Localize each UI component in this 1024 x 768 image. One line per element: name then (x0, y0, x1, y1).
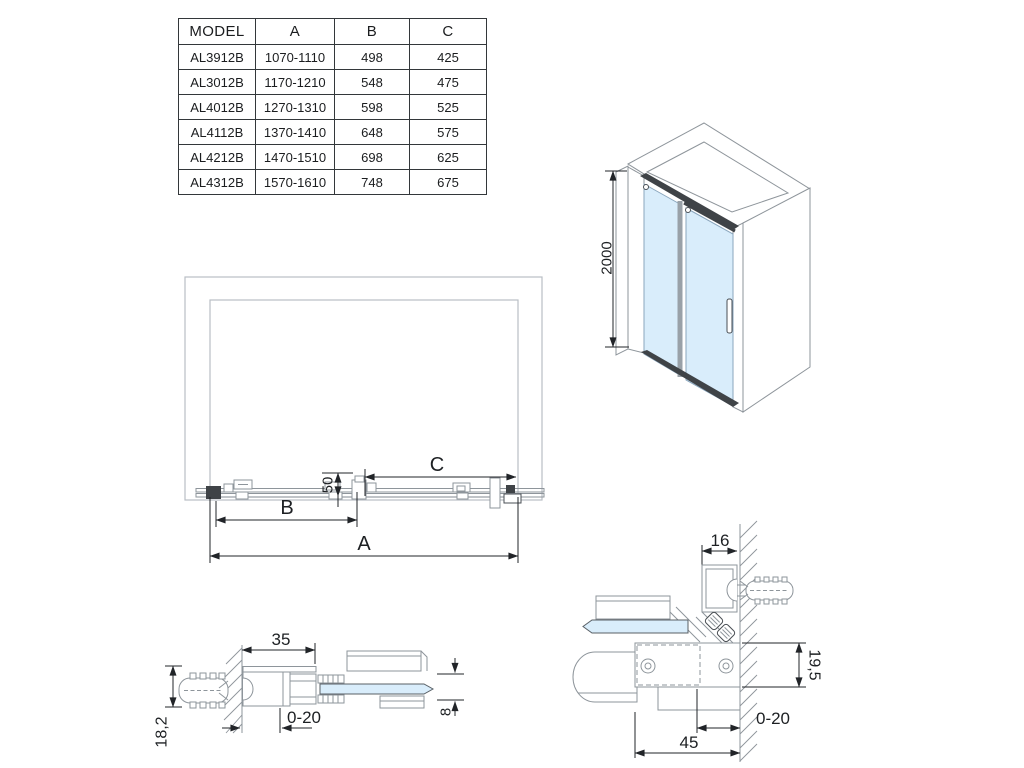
cell-a: 1470-1510 (256, 145, 335, 170)
rib-bottom (318, 695, 344, 703)
sliding-glass-panel (686, 208, 733, 406)
door-handle (727, 299, 732, 333)
dim-label-19-5: 19,5 (805, 649, 823, 681)
end-cap (573, 652, 637, 702)
wall-anchor (179, 673, 228, 708)
dim-label-0-20-left: 0-20 (286, 708, 322, 727)
cell-model: AL3012B (179, 70, 256, 95)
cell-b: 748 (335, 170, 410, 195)
cell-c: 575 (410, 120, 487, 145)
cell-model: AL4212B (179, 145, 256, 170)
glass-section (583, 620, 688, 633)
dim-label-0-20-right: 0-20 (755, 709, 791, 728)
cell-b: 598 (335, 95, 410, 120)
cell-c: 475 (410, 70, 487, 95)
right-side-wall (743, 188, 810, 412)
dim-label-a: A (357, 533, 371, 555)
cell-model: AL4012B (179, 95, 256, 120)
dim-label-50: 50 (319, 476, 337, 494)
cell-model: AL4112B (179, 120, 256, 145)
bracket-screw (641, 659, 655, 673)
cell-a: 1370-1410 (256, 120, 335, 145)
cell-b: 698 (335, 145, 410, 170)
dim-label-b: B (280, 497, 294, 519)
cell-a: 1170-1210 (256, 70, 335, 95)
bottom-mount-detail (573, 521, 823, 762)
isometric-view (599, 123, 811, 412)
bracket-foot (658, 687, 740, 710)
wall-hatch (740, 521, 757, 761)
cell-c: 675 (410, 170, 487, 195)
wall-profile-detail (154, 630, 465, 748)
dim-label-height-2000: 2000 (598, 241, 616, 275)
right-jamb-profile (733, 223, 743, 412)
cell-model: AL3912B (179, 45, 256, 70)
upper-rail-profile (347, 651, 421, 671)
cell-b: 548 (335, 70, 410, 95)
dim-label-35: 35 (271, 630, 291, 649)
cell-c: 625 (410, 145, 487, 170)
wall-profile-bar (490, 478, 500, 508)
fixed-glass-panel (644, 184, 678, 374)
back-wall-strip (616, 166, 628, 355)
dim-label-16: 16 (710, 531, 730, 550)
enclosure-inner-outline (210, 300, 518, 497)
cell-a: 1270-1310 (256, 95, 335, 120)
cell-a: 1070-1110 (256, 45, 335, 70)
cell-c: 525 (410, 95, 487, 120)
col-header-model: MODEL (179, 19, 256, 45)
cell-model: AL4312B (179, 170, 256, 195)
cell-b: 498 (335, 45, 410, 70)
dim-label-8: 8 (437, 707, 455, 717)
roller-hardware-left (224, 480, 252, 499)
right-end-cap-dark (506, 485, 515, 493)
door-upper-profile (596, 596, 670, 619)
glass-section (320, 684, 433, 694)
cell-c: 425 (410, 45, 487, 70)
roller-fixed (644, 185, 649, 190)
cell-b: 648 (335, 120, 410, 145)
rib-top (318, 675, 344, 683)
enclosure-outer-outline (185, 277, 542, 500)
dim-label-18-2: 18,2 (153, 716, 171, 748)
clamp-block (290, 674, 316, 704)
lower-profile (380, 696, 424, 708)
plan-view (185, 277, 544, 563)
dim-label-c: C (429, 454, 445, 476)
left-end-cap (206, 486, 221, 499)
col-header-c: C (410, 19, 487, 45)
panel-edge-profile (678, 201, 683, 377)
cell-a: 1570-1610 (256, 170, 335, 195)
roller-sliding (686, 208, 691, 213)
col-header-a: A (256, 19, 335, 45)
dim-label-45: 45 (679, 733, 699, 752)
col-header-b: B (335, 19, 410, 45)
left-jamb-profile (628, 167, 644, 353)
wall-anchor (737, 577, 793, 604)
bracket-screw (719, 659, 733, 673)
profile-top-plate (243, 667, 316, 673)
